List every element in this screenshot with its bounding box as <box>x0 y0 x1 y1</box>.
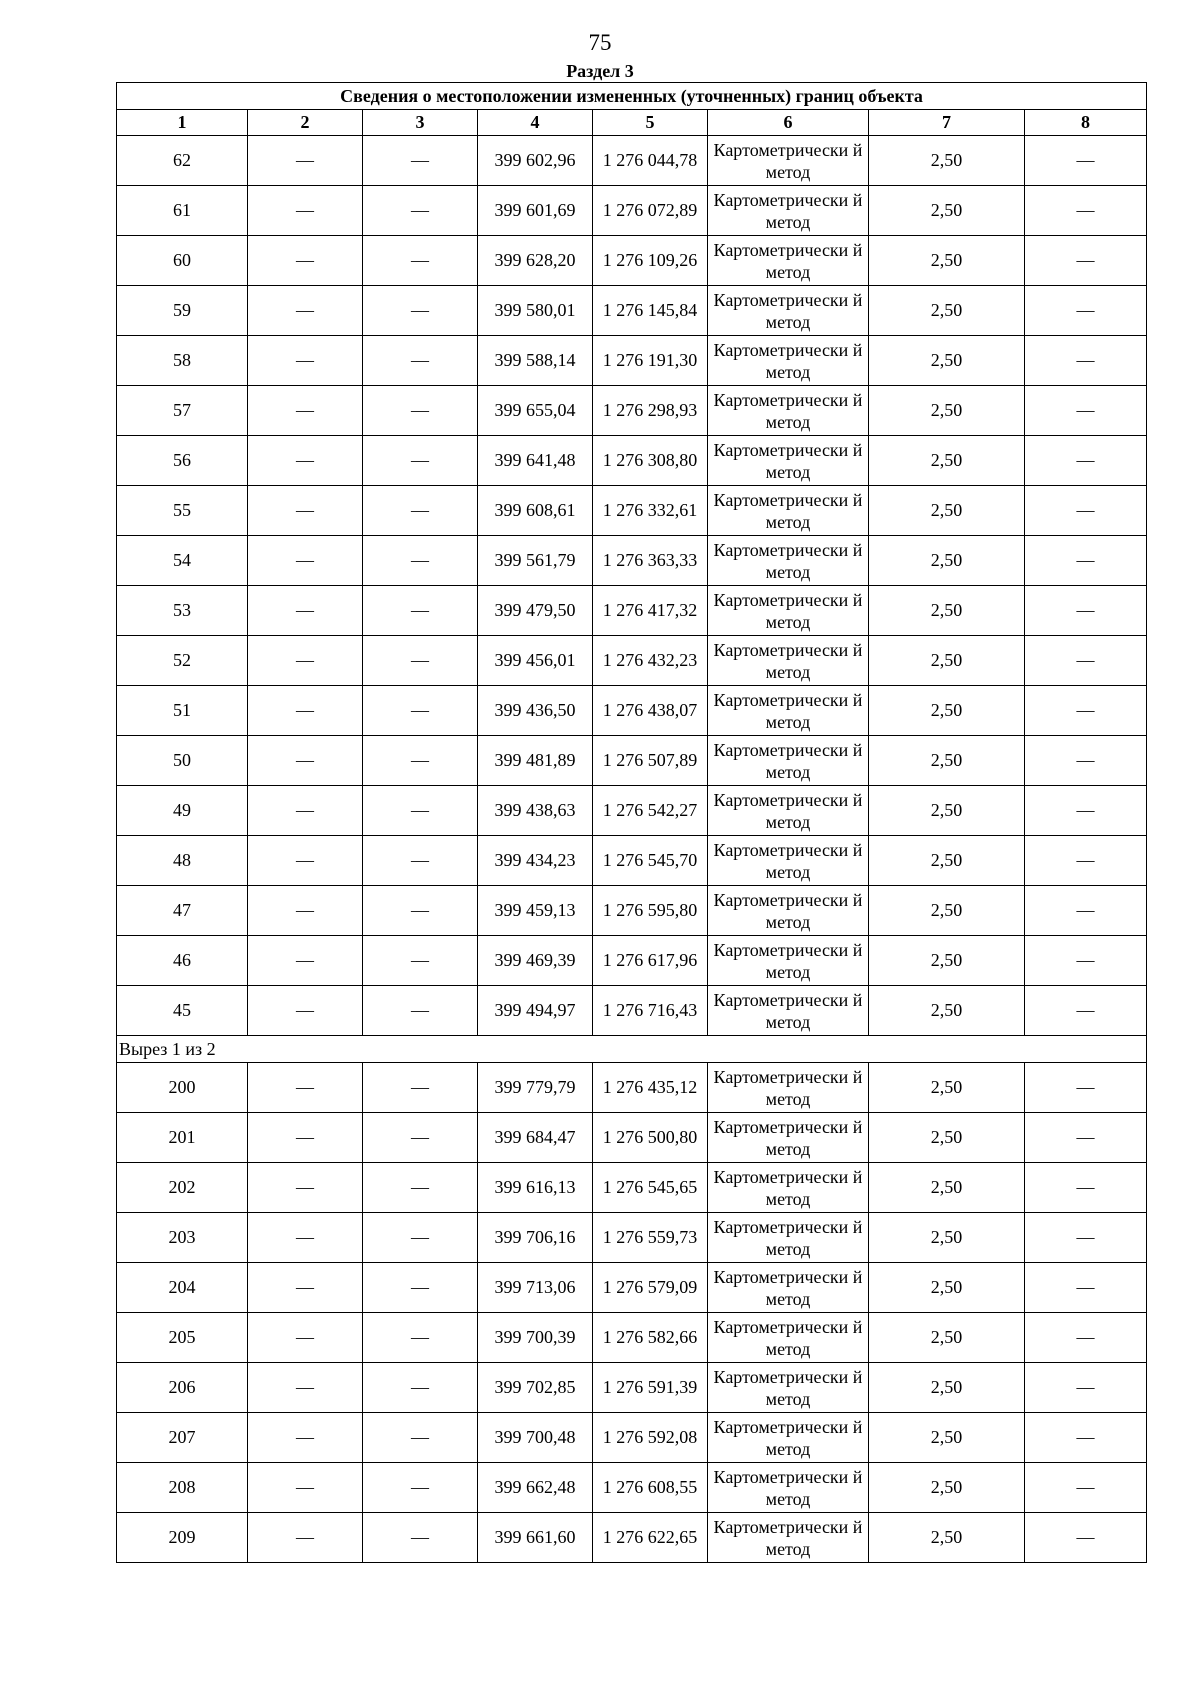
col2-cell: — <box>248 1063 363 1113</box>
col3-cell: — <box>363 736 478 786</box>
column-header: 3 <box>363 110 478 136</box>
col2-cell: — <box>248 936 363 986</box>
col2-cell: — <box>248 1113 363 1163</box>
accuracy-cell: 2,50 <box>869 1163 1025 1213</box>
col3-cell: — <box>363 136 478 186</box>
x-coordinate-cell: 399 456,01 <box>478 636 593 686</box>
point-number-cell: 58 <box>117 336 248 386</box>
y-coordinate-cell: 1 276 617,96 <box>593 936 708 986</box>
col2-cell: — <box>248 386 363 436</box>
x-coordinate-cell: 399 608,61 <box>478 486 593 536</box>
col8-cell: — <box>1025 1163 1147 1213</box>
table-row <box>117 836 1147 886</box>
section-title: Раздел 3 <box>566 61 634 81</box>
col8-cell: — <box>1025 386 1147 436</box>
table-row <box>117 1363 1147 1413</box>
point-number-cell: 49 <box>117 786 248 836</box>
method-cell: Картометрически й метод <box>708 1513 869 1563</box>
method-cell: Картометрически й метод <box>708 386 869 436</box>
col2-cell: — <box>248 686 363 736</box>
col3-cell: — <box>363 586 478 636</box>
table-title: Сведения о местоположении измененных (уточненных) границ объекта <box>117 83 1147 110</box>
method-cell: Картометрически й метод <box>708 186 869 236</box>
accuracy-cell: 2,50 <box>869 236 1025 286</box>
col8-cell: — <box>1025 1513 1147 1563</box>
table-row <box>117 486 1147 536</box>
method-cell: Картометрически й метод <box>708 586 869 636</box>
accuracy-cell: 2,50 <box>869 1263 1025 1313</box>
col2-cell: — <box>248 186 363 236</box>
x-coordinate-cell: 399 628,20 <box>478 236 593 286</box>
x-coordinate-cell: 399 436,50 <box>478 686 593 736</box>
col3-cell: — <box>363 186 478 236</box>
x-coordinate-cell: 399 661,60 <box>478 1513 593 1563</box>
accuracy-cell: 2,50 <box>869 1463 1025 1513</box>
table-row <box>117 386 1147 436</box>
point-number-cell: 62 <box>117 136 248 186</box>
point-number-cell: 61 <box>117 186 248 236</box>
accuracy-cell: 2,50 <box>869 1063 1025 1113</box>
col3-cell: — <box>363 1113 478 1163</box>
table-row <box>117 586 1147 636</box>
group-label-row <box>117 1036 1147 1063</box>
method-cell: Картометрически й метод <box>708 536 869 586</box>
point-number-cell: 206 <box>117 1363 248 1413</box>
col2-cell: — <box>248 736 363 786</box>
y-coordinate-cell: 1 276 595,80 <box>593 886 708 936</box>
point-number-cell: 204 <box>117 1263 248 1313</box>
point-number-cell: 56 <box>117 436 248 486</box>
accuracy-cell: 2,50 <box>869 686 1025 736</box>
col8-cell: — <box>1025 736 1147 786</box>
method-cell: Картометрически й метод <box>708 986 869 1036</box>
y-coordinate-cell: 1 276 507,89 <box>593 736 708 786</box>
col8-cell: — <box>1025 936 1147 986</box>
col2-cell: — <box>248 586 363 636</box>
column-header: 4 <box>478 110 593 136</box>
col8-cell: — <box>1025 236 1147 286</box>
accuracy-cell: 2,50 <box>869 436 1025 486</box>
table-row <box>117 1263 1147 1313</box>
table-header-row <box>117 110 1147 136</box>
col3-cell: — <box>363 636 478 686</box>
method-cell: Картометрически й метод <box>708 1163 869 1213</box>
col8-cell: — <box>1025 1463 1147 1513</box>
method-cell: Картометрически й метод <box>708 286 869 336</box>
point-number-cell: 52 <box>117 636 248 686</box>
col8-cell: — <box>1025 1213 1147 1263</box>
col8-cell: — <box>1025 786 1147 836</box>
col3-cell: — <box>363 386 478 436</box>
col3-cell: — <box>363 1463 478 1513</box>
accuracy-cell: 2,50 <box>869 286 1025 336</box>
x-coordinate-cell: 399 561,79 <box>478 536 593 586</box>
accuracy-cell: 2,50 <box>869 786 1025 836</box>
col8-cell: — <box>1025 1113 1147 1163</box>
table-row <box>117 436 1147 486</box>
col3-cell: — <box>363 1513 478 1563</box>
col8-cell: — <box>1025 186 1147 236</box>
point-number-cell: 59 <box>117 286 248 336</box>
method-cell: Картометрически й метод <box>708 1113 869 1163</box>
x-coordinate-cell: 399 601,69 <box>478 186 593 236</box>
accuracy-cell: 2,50 <box>869 1413 1025 1463</box>
col2-cell: — <box>248 1263 363 1313</box>
accuracy-cell: 2,50 <box>869 486 1025 536</box>
col8-cell: — <box>1025 1063 1147 1113</box>
col2-cell: — <box>248 436 363 486</box>
method-cell: Картометрически й метод <box>708 886 869 936</box>
y-coordinate-cell: 1 276 582,66 <box>593 1313 708 1363</box>
y-coordinate-cell: 1 276 308,80 <box>593 436 708 486</box>
col2-cell: — <box>248 1463 363 1513</box>
col3-cell: — <box>363 836 478 886</box>
table-row <box>117 1063 1147 1113</box>
col8-cell: — <box>1025 1313 1147 1363</box>
x-coordinate-cell: 399 706,16 <box>478 1213 593 1263</box>
col3-cell: — <box>363 336 478 386</box>
x-coordinate-cell: 399 641,48 <box>478 436 593 486</box>
point-number-cell: 53 <box>117 586 248 636</box>
table-row <box>117 886 1147 936</box>
col3-cell: — <box>363 936 478 986</box>
x-coordinate-cell: 399 779,79 <box>478 1063 593 1113</box>
table-row <box>117 636 1147 686</box>
table-row <box>117 736 1147 786</box>
col3-cell: — <box>363 886 478 936</box>
col3-cell: — <box>363 286 478 336</box>
y-coordinate-cell: 1 276 592,08 <box>593 1413 708 1463</box>
x-coordinate-cell: 399 702,85 <box>478 1363 593 1413</box>
column-header: 7 <box>869 110 1025 136</box>
x-coordinate-cell: 399 713,06 <box>478 1263 593 1313</box>
x-coordinate-cell: 399 602,96 <box>478 136 593 186</box>
y-coordinate-cell: 1 276 542,27 <box>593 786 708 836</box>
x-coordinate-cell: 399 481,89 <box>478 736 593 786</box>
col8-cell: — <box>1025 1413 1147 1463</box>
table-row <box>117 936 1147 986</box>
method-cell: Картометрически й метод <box>708 636 869 686</box>
table-row <box>117 186 1147 236</box>
y-coordinate-cell: 1 276 109,26 <box>593 236 708 286</box>
table-row <box>117 1463 1147 1513</box>
point-number-cell: 50 <box>117 736 248 786</box>
accuracy-cell: 2,50 <box>869 1113 1025 1163</box>
y-coordinate-cell: 1 276 145,84 <box>593 286 708 336</box>
column-header: 6 <box>708 110 869 136</box>
accuracy-cell: 2,50 <box>869 536 1025 586</box>
accuracy-cell: 2,50 <box>869 936 1025 986</box>
col8-cell: — <box>1025 436 1147 486</box>
table-row <box>117 986 1147 1036</box>
col8-cell: — <box>1025 536 1147 586</box>
col8-cell: — <box>1025 1363 1147 1413</box>
y-coordinate-cell: 1 276 072,89 <box>593 186 708 236</box>
table-row <box>117 336 1147 386</box>
y-coordinate-cell: 1 276 363,33 <box>593 536 708 586</box>
point-number-cell: 54 <box>117 536 248 586</box>
group-label: Вырез 1 из 2 <box>117 1036 1147 1063</box>
table-row <box>117 786 1147 836</box>
accuracy-cell: 2,50 <box>869 836 1025 886</box>
y-coordinate-cell: 1 276 608,55 <box>593 1463 708 1513</box>
col8-cell: — <box>1025 486 1147 536</box>
col2-cell: — <box>248 286 363 336</box>
accuracy-cell: 2,50 <box>869 1513 1025 1563</box>
col3-cell: — <box>363 1213 478 1263</box>
x-coordinate-cell: 399 438,63 <box>478 786 593 836</box>
x-coordinate-cell: 399 434,23 <box>478 836 593 886</box>
y-coordinate-cell: 1 276 500,80 <box>593 1113 708 1163</box>
col3-cell: — <box>363 536 478 586</box>
col3-cell: — <box>363 1063 478 1113</box>
method-cell: Картометрически й метод <box>708 786 869 836</box>
boundary-coordinates-table <box>116 82 1147 1563</box>
point-number-cell: 51 <box>117 686 248 736</box>
col3-cell: — <box>363 986 478 1036</box>
y-coordinate-cell: 1 276 298,93 <box>593 386 708 436</box>
x-coordinate-cell: 399 662,48 <box>478 1463 593 1513</box>
point-number-cell: 55 <box>117 486 248 536</box>
page-number: 75 <box>588 30 612 55</box>
method-cell: Картометрически й метод <box>708 1363 869 1413</box>
col8-cell: — <box>1025 136 1147 186</box>
col2-cell: — <box>248 1413 363 1463</box>
method-cell: Картометрически й метод <box>708 236 869 286</box>
y-coordinate-cell: 1 276 622,65 <box>593 1513 708 1563</box>
y-coordinate-cell: 1 276 044,78 <box>593 136 708 186</box>
table-row <box>117 286 1147 336</box>
col8-cell: — <box>1025 636 1147 686</box>
column-header: 2 <box>248 110 363 136</box>
accuracy-cell: 2,50 <box>869 336 1025 386</box>
col2-cell: — <box>248 336 363 386</box>
point-number-cell: 45 <box>117 986 248 1036</box>
y-coordinate-cell: 1 276 435,12 <box>593 1063 708 1113</box>
x-coordinate-cell: 399 655,04 <box>478 386 593 436</box>
x-coordinate-cell: 399 479,50 <box>478 586 593 636</box>
table-body <box>117 136 1147 1563</box>
x-coordinate-cell: 399 469,39 <box>478 936 593 986</box>
point-number-cell: 202 <box>117 1163 248 1213</box>
method-cell: Картометрически й метод <box>708 1063 869 1113</box>
accuracy-cell: 2,50 <box>869 1313 1025 1363</box>
method-cell: Картометрически й метод <box>708 736 869 786</box>
y-coordinate-cell: 1 276 438,07 <box>593 686 708 736</box>
col3-cell: — <box>363 436 478 486</box>
y-coordinate-cell: 1 276 417,32 <box>593 586 708 636</box>
accuracy-cell: 2,50 <box>869 186 1025 236</box>
col2-cell: — <box>248 786 363 836</box>
y-coordinate-cell: 1 276 545,65 <box>593 1163 708 1213</box>
method-cell: Картометрически й метод <box>708 836 869 886</box>
x-coordinate-cell: 399 494,97 <box>478 986 593 1036</box>
col2-cell: — <box>248 1513 363 1563</box>
col8-cell: — <box>1025 686 1147 736</box>
col2-cell: — <box>248 236 363 286</box>
point-number-cell: 209 <box>117 1513 248 1563</box>
x-coordinate-cell: 399 588,14 <box>478 336 593 386</box>
point-number-cell: 200 <box>117 1063 248 1113</box>
x-coordinate-cell: 399 700,39 <box>478 1313 593 1363</box>
accuracy-cell: 2,50 <box>869 136 1025 186</box>
table-row <box>117 1513 1147 1563</box>
table-row <box>117 1213 1147 1263</box>
col8-cell: — <box>1025 886 1147 936</box>
accuracy-cell: 2,50 <box>869 986 1025 1036</box>
x-coordinate-cell: 399 700,48 <box>478 1413 593 1463</box>
col8-cell: — <box>1025 836 1147 886</box>
col3-cell: — <box>363 786 478 836</box>
table-row <box>117 1163 1147 1213</box>
method-cell: Картометрически й метод <box>708 1263 869 1313</box>
col2-cell: — <box>248 136 363 186</box>
x-coordinate-cell: 399 580,01 <box>478 286 593 336</box>
point-number-cell: 46 <box>117 936 248 986</box>
col8-cell: — <box>1025 986 1147 1036</box>
table-row <box>117 686 1147 736</box>
table-row <box>117 1413 1147 1463</box>
table-row <box>117 236 1147 286</box>
point-number-cell: 207 <box>117 1413 248 1463</box>
accuracy-cell: 2,50 <box>869 1213 1025 1263</box>
method-cell: Картометрически й метод <box>708 1463 869 1513</box>
accuracy-cell: 2,50 <box>869 586 1025 636</box>
method-cell: Картометрически й метод <box>708 136 869 186</box>
method-cell: Картометрически й метод <box>708 336 869 386</box>
y-coordinate-cell: 1 276 332,61 <box>593 486 708 536</box>
accuracy-cell: 2,50 <box>869 1363 1025 1413</box>
col3-cell: — <box>363 1413 478 1463</box>
y-coordinate-cell: 1 276 716,43 <box>593 986 708 1036</box>
table-row <box>117 1113 1147 1163</box>
y-coordinate-cell: 1 276 591,39 <box>593 1363 708 1413</box>
col3-cell: — <box>363 1363 478 1413</box>
table-row <box>117 1313 1147 1363</box>
column-header: 1 <box>117 110 248 136</box>
col2-cell: — <box>248 636 363 686</box>
y-coordinate-cell: 1 276 559,73 <box>593 1213 708 1263</box>
method-cell: Картометрически й метод <box>708 486 869 536</box>
point-number-cell: 60 <box>117 236 248 286</box>
method-cell: Картометрически й метод <box>708 936 869 986</box>
accuracy-cell: 2,50 <box>869 736 1025 786</box>
y-coordinate-cell: 1 276 545,70 <box>593 836 708 886</box>
method-cell: Картометрически й метод <box>708 1413 869 1463</box>
col3-cell: — <box>363 1163 478 1213</box>
method-cell: Картометрически й метод <box>708 436 869 486</box>
x-coordinate-cell: 399 684,47 <box>478 1113 593 1163</box>
point-number-cell: 57 <box>117 386 248 436</box>
col3-cell: — <box>363 486 478 536</box>
point-number-cell: 208 <box>117 1463 248 1513</box>
col3-cell: — <box>363 1313 478 1363</box>
method-cell: Картометрически й метод <box>708 1213 869 1263</box>
column-header: 8 <box>1025 110 1147 136</box>
accuracy-cell: 2,50 <box>869 636 1025 686</box>
x-coordinate-cell: 399 459,13 <box>478 886 593 936</box>
col2-cell: — <box>248 1163 363 1213</box>
y-coordinate-cell: 1 276 432,23 <box>593 636 708 686</box>
col3-cell: — <box>363 1263 478 1313</box>
point-number-cell: 205 <box>117 1313 248 1363</box>
y-coordinate-cell: 1 276 191,30 <box>593 336 708 386</box>
table-row <box>117 136 1147 186</box>
col8-cell: — <box>1025 286 1147 336</box>
method-cell: Картометрически й метод <box>708 686 869 736</box>
col3-cell: — <box>363 236 478 286</box>
col8-cell: — <box>1025 336 1147 386</box>
point-number-cell: 48 <box>117 836 248 886</box>
column-header: 5 <box>593 110 708 136</box>
col8-cell: — <box>1025 586 1147 636</box>
col2-cell: — <box>248 836 363 886</box>
col3-cell: — <box>363 686 478 736</box>
method-cell: Картометрически й метод <box>708 1313 869 1363</box>
col2-cell: — <box>248 486 363 536</box>
x-coordinate-cell: 399 616,13 <box>478 1163 593 1213</box>
col2-cell: — <box>248 886 363 936</box>
point-number-cell: 201 <box>117 1113 248 1163</box>
col2-cell: — <box>248 1213 363 1263</box>
col2-cell: — <box>248 1313 363 1363</box>
accuracy-cell: 2,50 <box>869 886 1025 936</box>
col2-cell: — <box>248 536 363 586</box>
col2-cell: — <box>248 1363 363 1413</box>
y-coordinate-cell: 1 276 579,09 <box>593 1263 708 1313</box>
point-number-cell: 203 <box>117 1213 248 1263</box>
accuracy-cell: 2,50 <box>869 386 1025 436</box>
point-number-cell: 47 <box>117 886 248 936</box>
col8-cell: — <box>1025 1263 1147 1313</box>
table-row <box>117 536 1147 586</box>
col2-cell: — <box>248 986 363 1036</box>
